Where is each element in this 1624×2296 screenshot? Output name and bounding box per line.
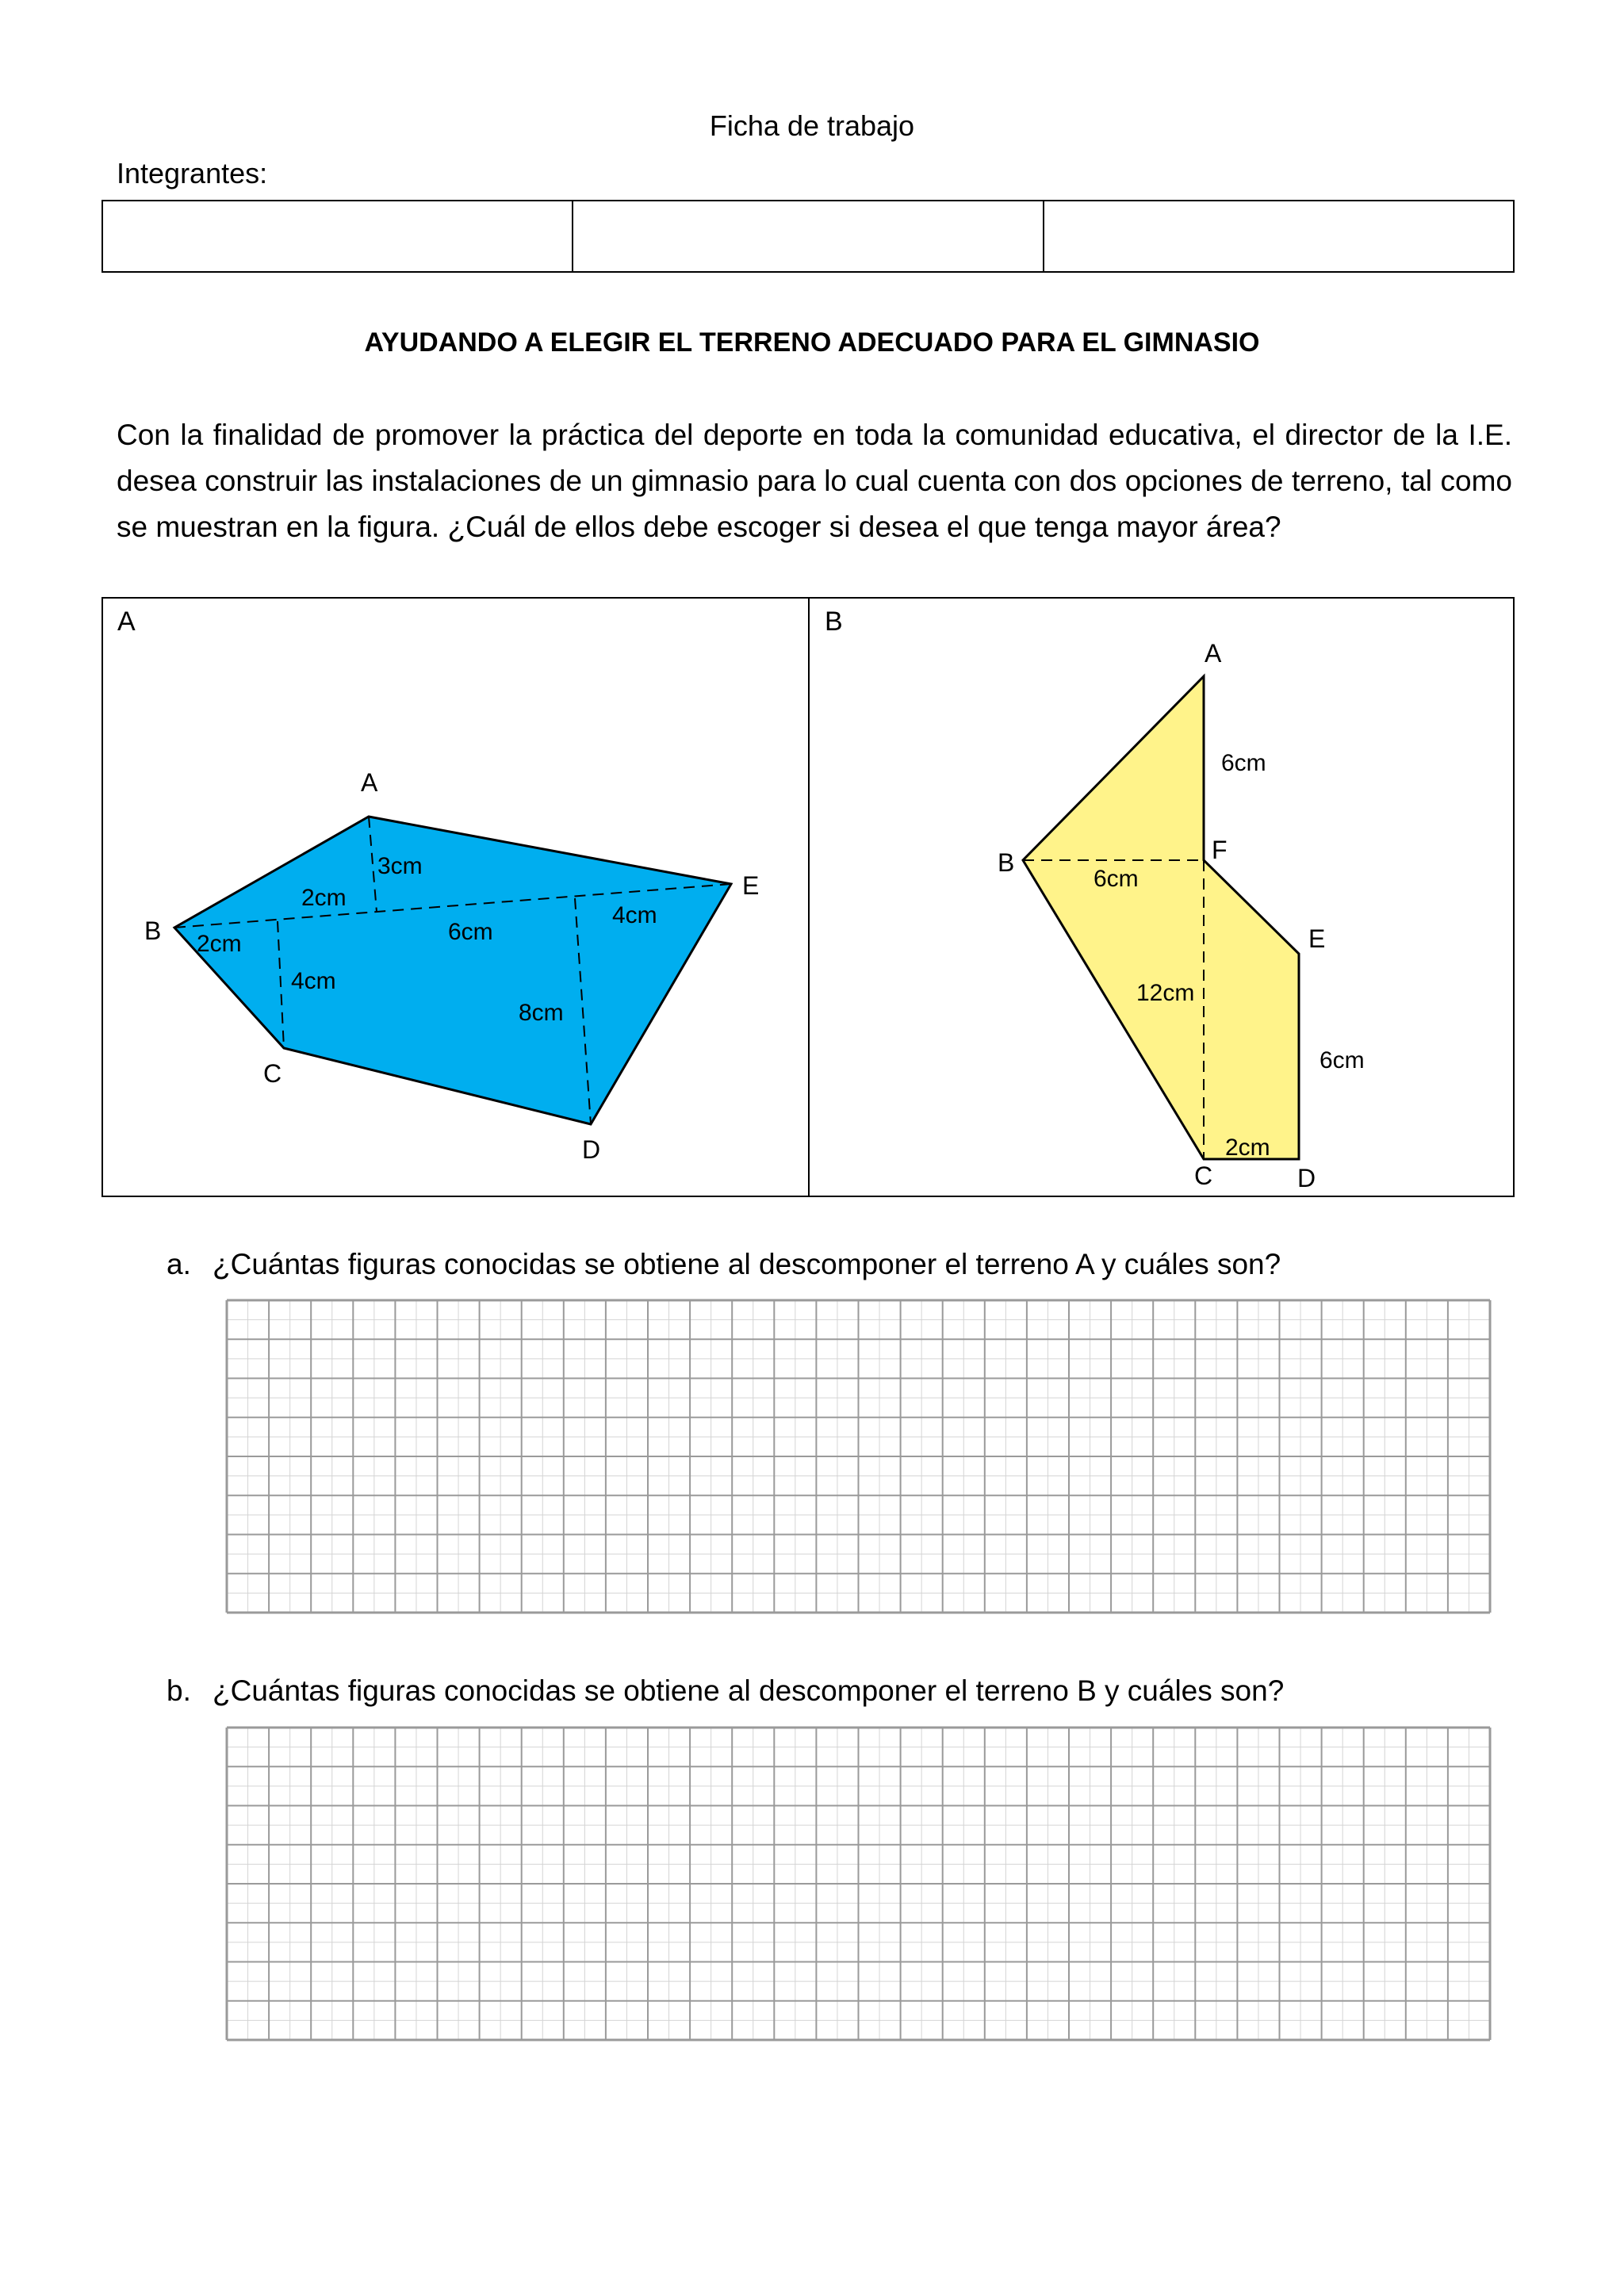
answer-grid-a[interactable] bbox=[225, 1299, 1492, 1614]
measure-apex-height: 3cm bbox=[377, 853, 423, 879]
vertex-b-label-a: B bbox=[144, 916, 162, 945]
vertex-e-label-b: E bbox=[1308, 924, 1326, 953]
measure-right-segment: 4cm bbox=[612, 902, 657, 928]
terrain-b-shape bbox=[1023, 676, 1299, 1159]
vertex-a-label-a: A bbox=[361, 768, 378, 797]
measure-middle-segment: 6cm bbox=[448, 919, 493, 945]
panel-label-a: A bbox=[117, 607, 136, 637]
question-b-text: ¿Cuántas figuras conocidas se obtiene al descomponer el terreno B y cuáles son? bbox=[213, 1674, 1285, 1707]
question-a-text: ¿Cuántas figuras conocidas se obtiene al descomponer el terreno A y cuáles son? bbox=[213, 1248, 1281, 1280]
measure-af: 6cm bbox=[1221, 750, 1266, 776]
vertex-f-label-b: F bbox=[1212, 836, 1228, 864]
question-a bbox=[167, 1248, 1281, 1281]
measure-c-height: 4cm bbox=[291, 968, 336, 994]
worksheet-heading: AYUDANDO A ELEGIR EL TERRENO ADECUADO PARA EL GIMNASIO bbox=[364, 327, 1260, 358]
vertex-e-label-a: E bbox=[742, 871, 760, 900]
measure-left-segment: 2cm bbox=[301, 885, 347, 911]
measure-bf: 6cm bbox=[1094, 866, 1139, 892]
question-b bbox=[167, 1674, 1284, 1708]
vertex-d-label-a: D bbox=[582, 1135, 601, 1164]
answer-grid-b[interactable] bbox=[225, 1726, 1492, 2042]
panel-label-b: B bbox=[825, 607, 843, 637]
vertex-c-label-a: C bbox=[263, 1059, 282, 1088]
question-a-number: a. bbox=[167, 1248, 191, 1280]
vertex-b-label-b: B bbox=[998, 848, 1015, 877]
vertex-d-label-b: D bbox=[1297, 1164, 1316, 1192]
measure-ed: 6cm bbox=[1320, 1047, 1365, 1073]
measure-left-base: 2cm bbox=[197, 931, 242, 957]
members-label: Integrantes: bbox=[117, 157, 268, 189]
measure-d-height: 8cm bbox=[519, 1000, 564, 1026]
question-b-number: b. bbox=[167, 1674, 191, 1707]
vertex-a-label-b: A bbox=[1205, 639, 1222, 668]
measure-cd: 2cm bbox=[1225, 1135, 1270, 1161]
page-title: Ficha de trabajo bbox=[709, 109, 915, 142]
measure-fc: 12cm bbox=[1136, 980, 1195, 1006]
vertex-c-label-b: C bbox=[1194, 1161, 1213, 1190]
problem-statement: Con la finalidad de promover la práctica del deporte en toda la comunidad educativa, el director de la I.E. desea construir las instalaciones de un gimnasio para lo cual cuenta con dos opciones de terreno, tal como se muestran en la figura. ¿Cuál de ellos debe escoger si desea el que tenga mayor área? bbox=[117, 419, 1512, 543]
